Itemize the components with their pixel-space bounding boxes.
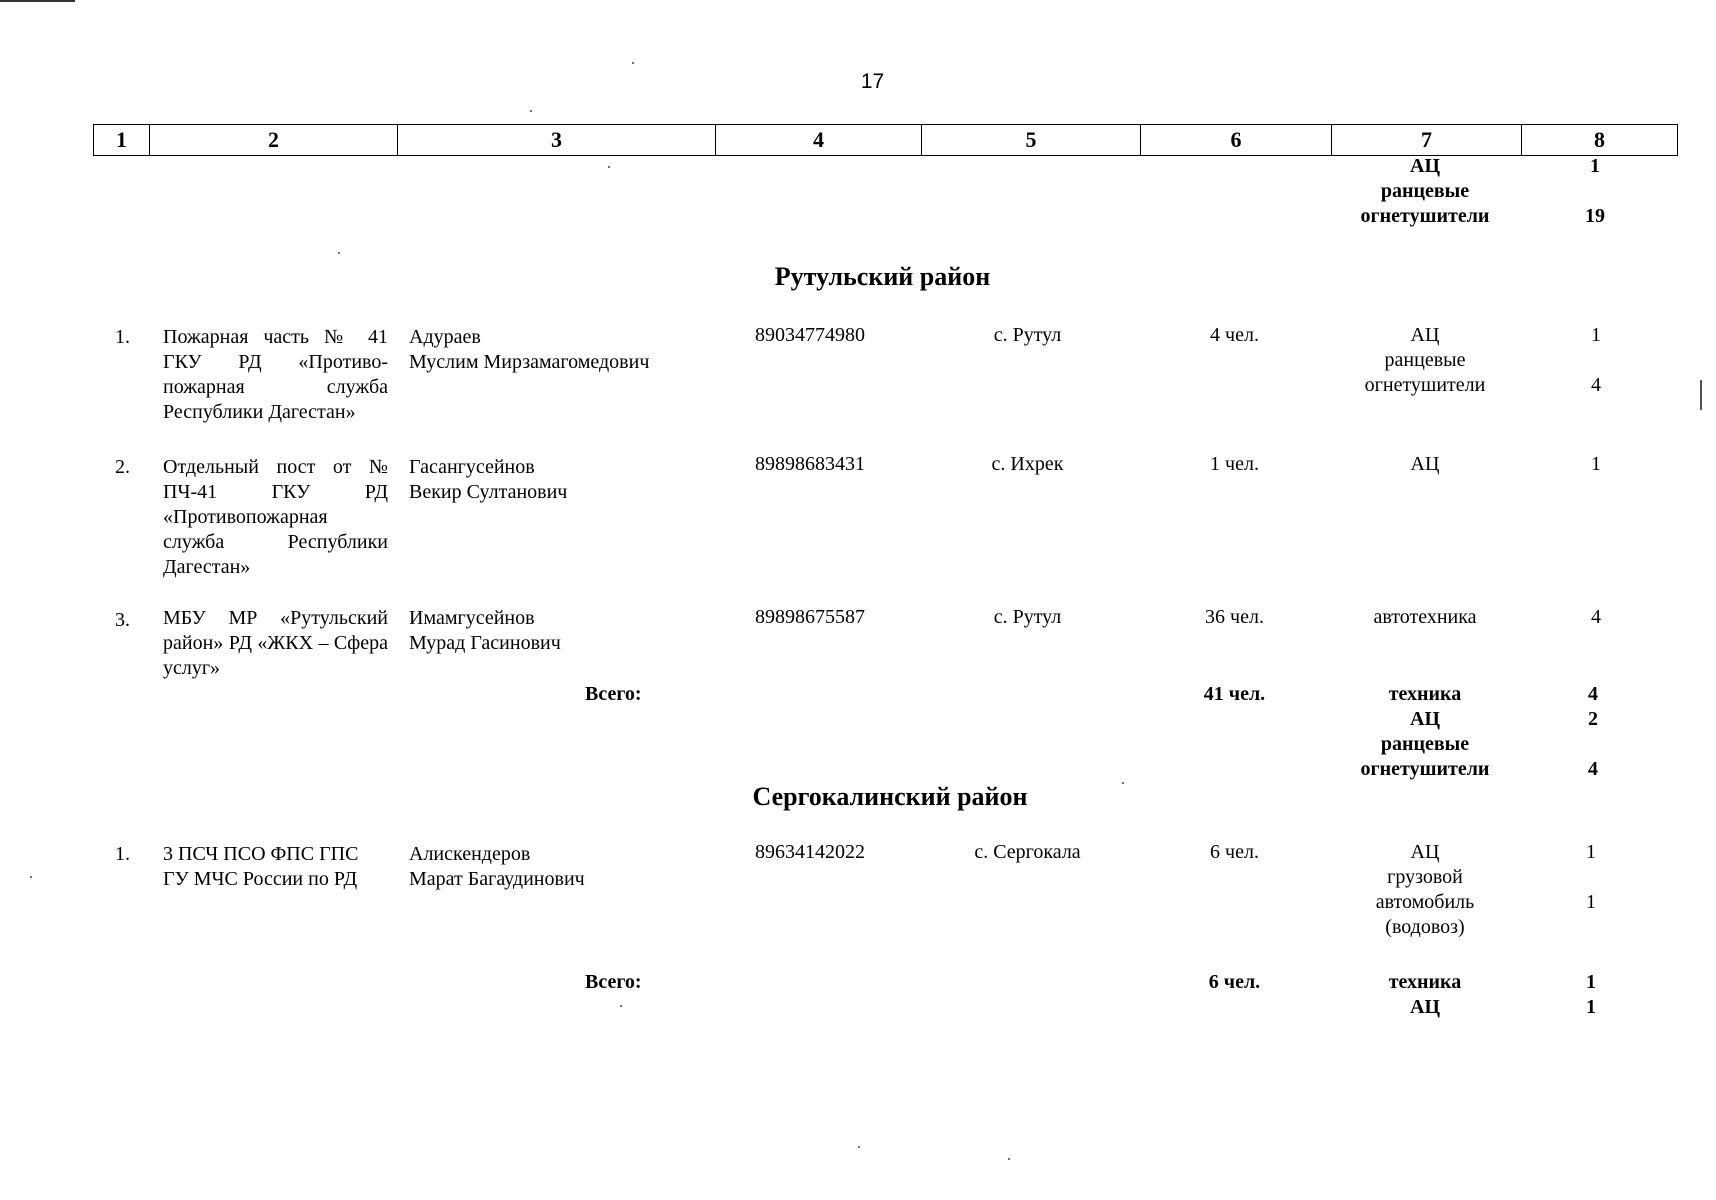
head-name: Векир Султанович [409, 481, 568, 503]
tech-item: автомобиль [1375, 891, 1475, 913]
head-surname: Адураев [409, 326, 481, 348]
carry-tech-1: АЦ [1410, 155, 1440, 177]
carry-tech-2: ранцевые [1380, 180, 1470, 202]
scan-speck [1122, 782, 1124, 784]
total-staff: 41 чел. [1203, 683, 1266, 705]
total-tech-item: огнетушители [1360, 758, 1490, 780]
total-tech-item: ранцевые [1380, 733, 1470, 755]
total-label: Всего: [585, 971, 642, 993]
column-header-8: 8 [1594, 127, 1605, 152]
total-tech-item: техника [1388, 971, 1462, 993]
settlement: с. Рутул [993, 606, 1062, 628]
scan-speck [338, 252, 340, 254]
phone: 89898675587 [755, 606, 865, 628]
tech-qty: 1 [1586, 841, 1596, 863]
column-header-4: 4 [716, 125, 922, 155]
total-tech-item: АЦ [1410, 996, 1440, 1018]
scan-speck [620, 1005, 622, 1007]
total-staff: 6 чел. [1208, 971, 1261, 993]
scan-speck [1008, 1158, 1010, 1160]
column-header-2: 2 [150, 125, 398, 155]
scan-edge-line [1700, 380, 1702, 410]
tech-qty: 1 [1586, 891, 1596, 913]
tech-item: АЦ [1410, 324, 1440, 346]
column-header-5: 5 [922, 125, 1141, 155]
column-header-3: 3 [398, 125, 716, 155]
tech-qty: 1 [1591, 453, 1601, 475]
total-qty: 1 [1586, 971, 1596, 993]
tech-qty: 4 [1591, 606, 1601, 628]
head-name: Муслим Мирзамагомедович [409, 351, 650, 373]
phone: 89898683431 [755, 453, 865, 475]
scan-speck [632, 62, 634, 64]
head-surname: Гасангусейнов [409, 456, 535, 478]
head-name: Марат Багаудинович [409, 868, 585, 890]
scan-speck [30, 876, 32, 878]
head-name: Мурад Гасинович [409, 632, 561, 654]
scan-speck [608, 166, 610, 168]
row-number: 2. [115, 456, 130, 478]
org-name: Пожарная часть № 41 ГКУ РД «Противо-пожарная служба Республики Дагестан» [163, 326, 388, 423]
phone: 89034774980 [755, 324, 865, 346]
head-surname: Имамгусейнов [409, 607, 535, 629]
carry-tech-3: огнетушители [1360, 205, 1490, 227]
carry-qty-2: 19 [1585, 205, 1605, 227]
total-qty: 4 [1588, 758, 1598, 780]
tech-item: ранцевые [1384, 349, 1466, 371]
scan-edge-line [0, 0, 75, 2]
total-qty: 1 [1586, 996, 1596, 1018]
staff-count: 36 чел. [1205, 606, 1264, 628]
section-title-rutul: Рутульский район [774, 262, 991, 291]
org-name-line: 3 ПСЧ ПСО ФПС ГПС [163, 843, 359, 865]
section-title-sergokala: Сергокалинский район [752, 782, 1028, 811]
tech-qty: 4 [1591, 374, 1601, 396]
total-qty: 4 [1588, 683, 1598, 705]
total-tech-item: техника [1388, 683, 1462, 705]
staff-count: 1 чел. [1210, 453, 1259, 475]
staff-count: 4 чел. [1210, 324, 1259, 346]
settlement: с. Ихрек [991, 453, 1064, 475]
row-number: 1. [115, 843, 130, 865]
column-header-6: 6 [1141, 125, 1332, 155]
org-name-line: ГУ МЧС России по РД [163, 868, 358, 890]
tech-item: АЦ [1410, 841, 1440, 863]
tech-item: (водовоз) [1385, 916, 1465, 938]
total-tech-item: АЦ [1410, 708, 1440, 730]
page-number: 17 [860, 70, 885, 93]
column-header-7: 7 [1332, 125, 1522, 155]
tech-item: автотехника [1373, 606, 1477, 628]
column-header-1: 1 [94, 125, 150, 155]
phone: 89634142022 [755, 841, 865, 863]
tech-item: огнетушители [1364, 374, 1486, 396]
tech-item: АЦ [1410, 453, 1440, 475]
scan-speck [858, 1146, 860, 1148]
org-name: Отдельный пост от № ПЧ-41 ГКУ РД «Противопожарная служба Республики Дагестан» [163, 456, 388, 578]
row-number: 1. [115, 326, 130, 348]
org-name: МБУ МР «Рутульский район» РД «ЖКХ – Сфера услуг» [163, 607, 388, 679]
tech-item: грузовой [1387, 866, 1463, 888]
carry-qty-1: 1 [1590, 155, 1600, 177]
settlement: с. Сергокала [974, 841, 1081, 863]
scan-speck [530, 110, 532, 112]
column-header-row [93, 124, 1678, 156]
staff-count: 6 чел. [1210, 841, 1259, 863]
total-label: Всего: [585, 683, 642, 705]
total-qty: 2 [1588, 708, 1598, 730]
head-surname: Алискендеров [409, 843, 531, 865]
tech-qty: 1 [1591, 324, 1601, 346]
row-number: 3. [115, 609, 130, 631]
settlement: с. Рутул [993, 324, 1062, 346]
